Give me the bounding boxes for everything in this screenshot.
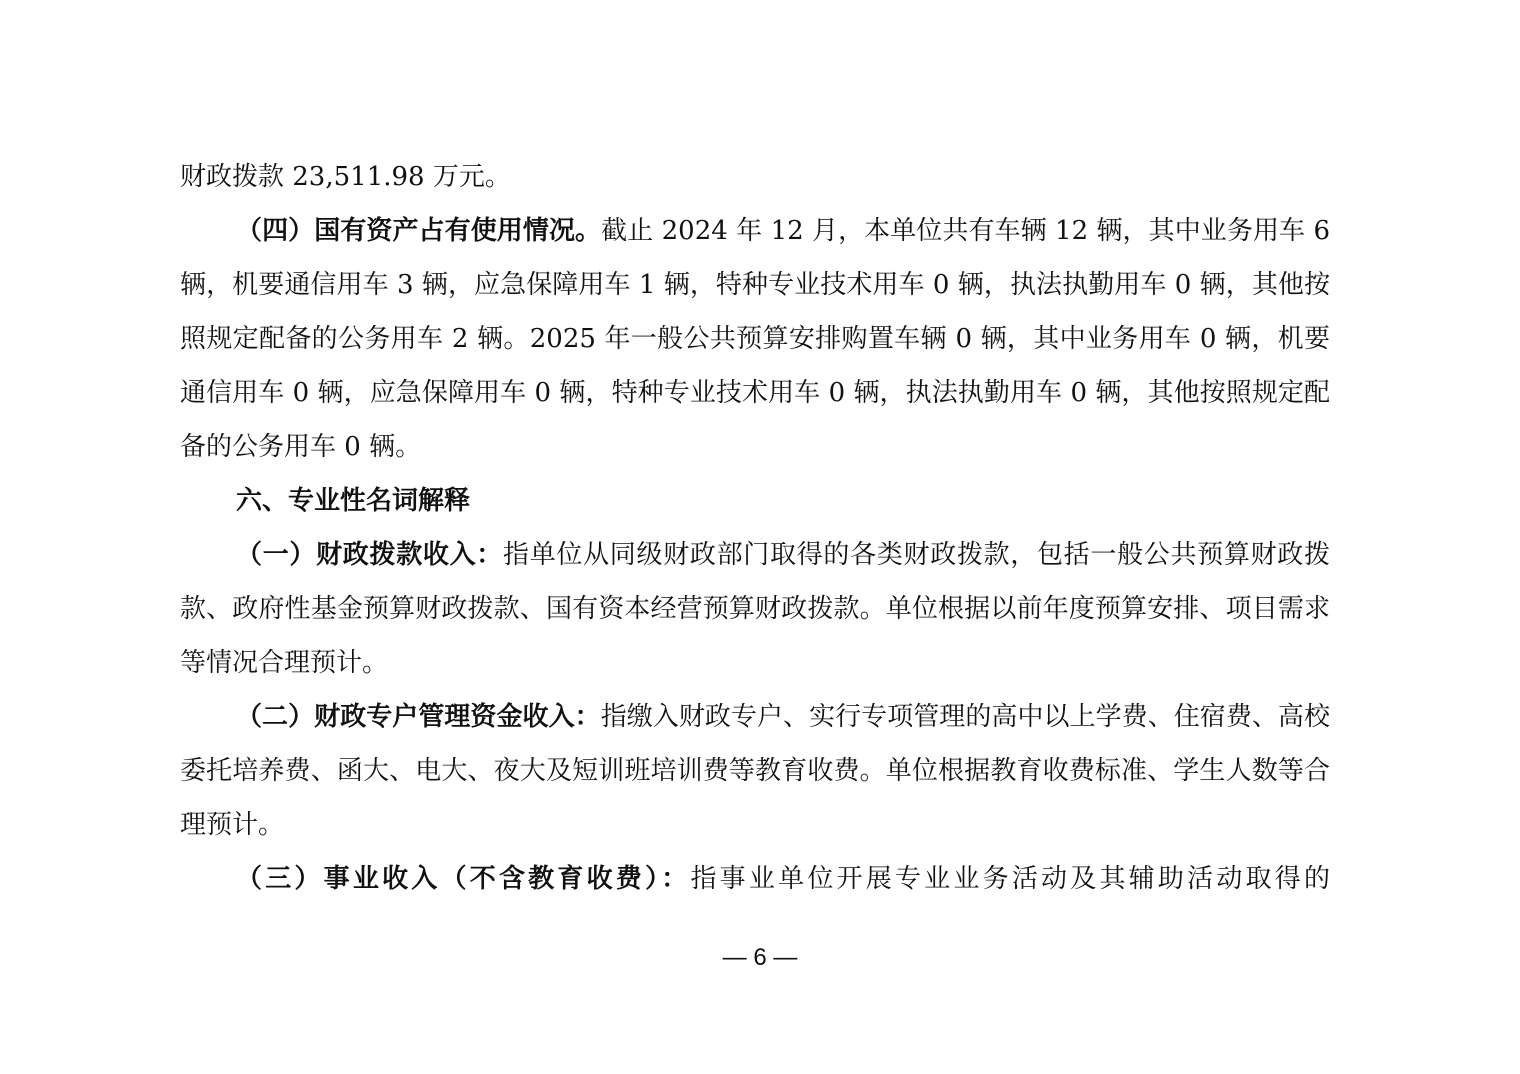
term-paragraph-3 <box>180 852 1330 906</box>
document-page <box>180 150 1330 906</box>
continued-paragraph <box>180 150 1330 204</box>
term-heading-1: （一）财政拨款收入： <box>236 540 503 570</box>
term-paragraph-1 <box>180 528 1330 690</box>
assets-body: 截止 2024 年 12 月，本单位共有车辆 12 辆，其中业务用车 6 辆，机要通信用车 3 辆，应急保障用车 1 辆，特种专业技术用车 0 辆，执法执勤用车 0 辆，其他按照规定配备的公务用车 2 辆。2025 年一般公共预算安排购置车辆 0 辆，其中业务用车 0 辆，机要通信用车 0 辆，应急保障用车 0 辆，特种专业技术用车 0 辆，执法执勤用车 0 辆，其他按照规定配备的公务用车 0 辆。 <box>180 216 1330 462</box>
term-heading-3: （三）事业收入（不含教育收费）： <box>236 864 691 894</box>
assets-heading: （四）国有资产占有使用情况。 <box>236 216 602 246</box>
page-number: — 6 — <box>722 944 798 971</box>
term-body-2: 指缴入财政专户、实行专项管理的高中以上学费、住宿费、高校委托培养费、函大、电大、夜大及短训班培训费等教育收费。单位根据教育收费标准、学生人数等合理预计。 <box>180 702 1330 840</box>
continued-line-text: 财政拨款 23,511.98 万元。 <box>180 162 511 192</box>
term-heading-2: （二）财政专户管理资金收入： <box>236 702 601 732</box>
term-body-1: 指单位从同级财政部门取得的各类财政拨款，包括一般公共预算财政拨款、政府性基金预算财政拨款、国有资本经营预算财政拨款。单位根据以前年度预算安排、项目需求等情况合理预计。 <box>180 540 1330 678</box>
section-heading <box>180 474 1330 528</box>
term-paragraph-2 <box>180 690 1330 852</box>
assets-paragraph <box>180 204 1330 474</box>
term-body-3: 指事业单位开展专业业务活动及其辅助活动取得的 <box>690 864 1330 894</box>
section-heading-text: 六、专业性名词解释 <box>236 486 471 516</box>
